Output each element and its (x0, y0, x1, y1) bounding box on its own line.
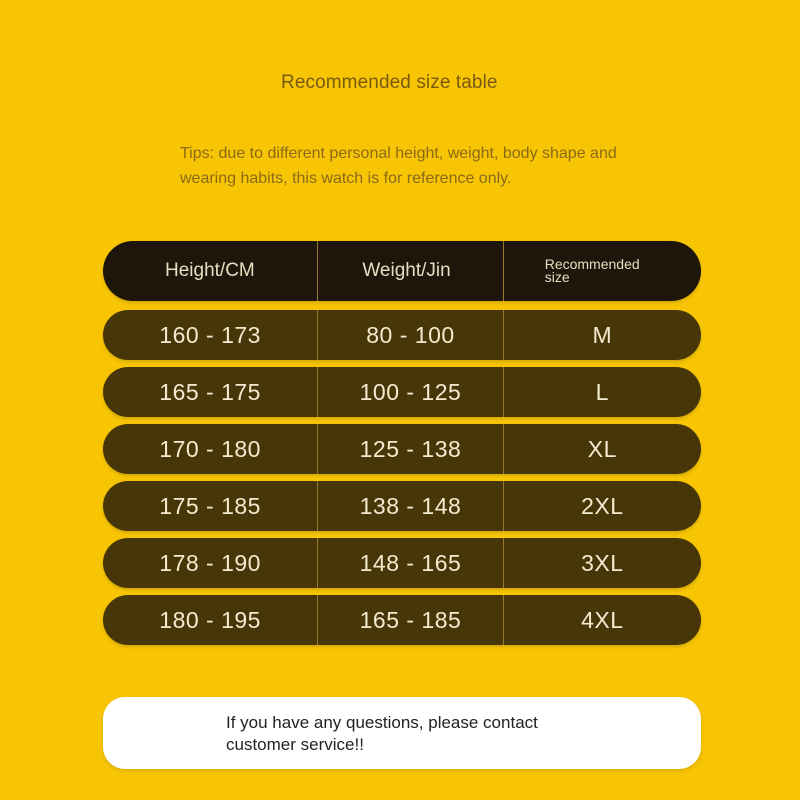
size-cell: L (595, 378, 609, 405)
table-row (103, 595, 701, 645)
table-row (103, 481, 701, 531)
size-cell: XL (587, 435, 617, 462)
weight-cell: 165 - 185 (318, 595, 503, 645)
page-title: Recommended size table (281, 72, 498, 93)
table-header-row (103, 241, 701, 301)
height-cell: 180 - 195 (103, 595, 318, 645)
header-weight: Weight/Jin (318, 241, 503, 301)
weight-cell: 125 - 138 (318, 424, 503, 474)
size-cell: 2XL (581, 492, 624, 519)
height-cell: 170 - 180 (103, 424, 318, 474)
table-row (103, 424, 701, 474)
weight-cell: 148 - 165 (318, 538, 503, 588)
contact-notice-text: If you have any questions, please contact customer service!! (226, 713, 538, 754)
tips-text: Tips: due to different personal height, weight, body shape and wearing habits, this watch is for reference only. (180, 145, 617, 187)
weight-cell: 100 - 125 (318, 367, 503, 417)
header-height: Height/CM (103, 241, 318, 301)
size-cell: 3XL (581, 549, 624, 576)
table-row (103, 367, 701, 417)
weight-cell: 138 - 148 (318, 481, 503, 531)
table-row (103, 310, 701, 360)
height-cell: 165 - 175 (103, 367, 318, 417)
table-row (103, 538, 701, 588)
height-cell: 178 - 190 (103, 538, 318, 588)
size-cell: 4XL (581, 606, 624, 633)
size-cell: M (592, 321, 613, 348)
contact-notice-box (103, 697, 701, 769)
weight-cell: 80 - 100 (318, 310, 503, 360)
header-recommended-size: Recommended size (544, 256, 640, 285)
height-cell: 160 - 173 (103, 310, 318, 360)
height-cell: 175 - 185 (103, 481, 318, 531)
